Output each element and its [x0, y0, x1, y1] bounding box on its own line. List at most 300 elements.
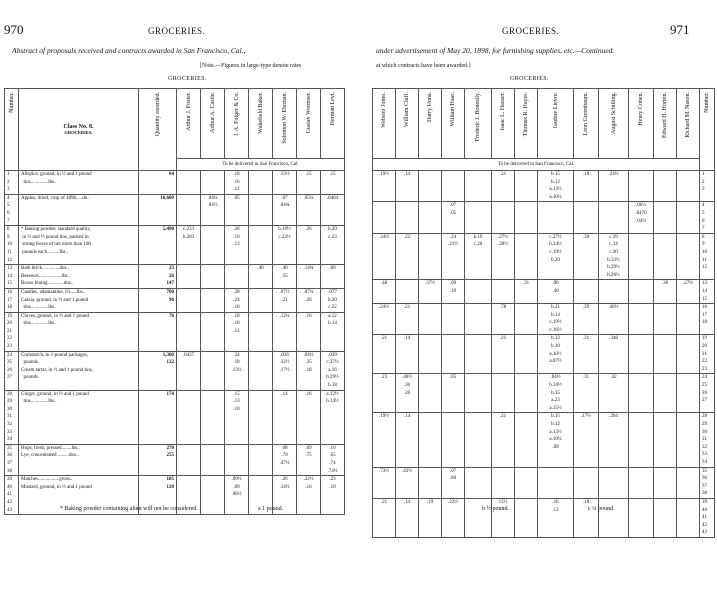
table-row [373, 202, 715, 233]
bid-cell: .18 .16 .12 [225, 171, 249, 195]
bid-cell: .04½ b.34½ b.15 a.23 a.15½ [538, 374, 574, 413]
bid-cell [492, 280, 515, 304]
bidder-header: August Schilling. [599, 89, 629, 159]
bid-cell: b.19 c.20 [465, 233, 492, 280]
bid-cell: .12¼ [273, 312, 297, 351]
bid-cell: .04½ .35 .18 [297, 351, 321, 390]
bid-cell: b.21 b.14 c.19½ c.16½ [538, 304, 574, 335]
bid-cell [492, 202, 515, 233]
bid-cell [515, 171, 538, 202]
bidder-header: Frederic J. Bonestly. [465, 89, 492, 159]
table-row [5, 444, 345, 475]
bid-cell [515, 413, 538, 467]
row-numbers: 24 25 26 27 [700, 374, 715, 413]
header-class: Class No. 8. GROCERIES. [19, 89, 139, 171]
subtitle-left: Abstract of proposals received and contracts awarded in San Francisco, Cal., [12, 46, 246, 55]
bid-cell: .21 [492, 413, 515, 467]
bid-cell [201, 312, 225, 351]
bid-cell: .42 [599, 374, 629, 413]
bidder-header: Webster Jones. [373, 89, 396, 159]
table-row [5, 312, 345, 351]
bid-cell [629, 498, 654, 537]
bid-cell: .69 .10 [442, 280, 465, 304]
right-page [362, 0, 717, 600]
footnote2-right: c ¼ pound. [588, 506, 615, 512]
bid-cell: .0437 [177, 351, 201, 390]
bid-cell: .348 [599, 335, 629, 374]
item-description: Hops, fresh, pressed........lbs.. Lye, concentrated .........doz.. [19, 444, 139, 475]
bid-cell: .05 [225, 194, 249, 225]
bid-cell: .10 .65 .74 .74½ [321, 444, 345, 475]
bid-cell: .05 [442, 374, 465, 413]
table-row [5, 194, 345, 225]
delivered-label: To be delivered in San Francisco, Cal. [373, 159, 700, 171]
bid-cell [629, 280, 654, 304]
table-row [5, 226, 345, 265]
item-description: Bath brick..............doz.. Beeswax..................lbs.. Boxes bluing.............doz.. [19, 265, 139, 289]
bid-cell [515, 498, 538, 537]
table-row [373, 467, 715, 498]
bid-cell: .04¼ .04½ [201, 194, 225, 225]
row-numbers: 24 25 26 27 [5, 351, 19, 390]
bid-cell: .14¾ [297, 265, 321, 289]
footnote-left: * Baking powder containing alum will not be considered. [60, 506, 198, 512]
bid-cell [574, 467, 599, 498]
bid-cell [599, 498, 629, 537]
bid-cell: b.15 b.12 a.13½ a.10¼ .09 [538, 413, 574, 467]
bid-cell: .18 [574, 171, 599, 202]
bid-cell [654, 413, 677, 467]
section-left: GROCERIES. [168, 76, 207, 82]
bid-cell: a.12½ b.14½ [321, 390, 345, 444]
item-description: Candles, adamantine, 6's.....lbs.. Cassia, ground, in ½ and 1 pound tins..............lbs.. [19, 288, 139, 312]
row-numbers: 28 29 30 31 32 33 34 [5, 390, 19, 444]
bid-cell [654, 498, 677, 537]
bid-cell [177, 444, 201, 475]
bid-cell: .13½ [273, 171, 297, 195]
page-number-left: 970 [4, 22, 24, 37]
bid-cell: b.12 b.10 a.10½ a.07½ [538, 335, 574, 374]
bid-cell [629, 171, 654, 202]
bid-cell [677, 335, 700, 374]
bid-cell: .28 .16 .13 [225, 226, 249, 265]
bid-cell [654, 374, 677, 413]
bidder-header: Gustav Wormser. [297, 89, 321, 159]
bidder-header: Edward H. Horton. [654, 89, 677, 159]
bid-cell: .28 .24 .16 [225, 288, 249, 312]
bid-cell [177, 390, 201, 444]
bid-cell: .077 b.20 c.22 [321, 288, 345, 312]
bid-cell: .43½ [396, 467, 419, 498]
quantity-awarded: 16,600 [139, 194, 177, 225]
bid-cell: .19 [419, 498, 442, 537]
bid-cell [225, 444, 249, 475]
row-numbers: 8 9 10 11 12 [700, 233, 715, 280]
bid-cell: .31 [515, 280, 538, 304]
row-numbers: 13 14 15 [700, 280, 715, 304]
bid-cell [249, 351, 273, 390]
bid-cell [677, 374, 700, 413]
bid-cell [177, 194, 201, 225]
bid-cell [677, 498, 700, 537]
bid-cell [465, 335, 492, 374]
note-left: [Note.—Figures in large-type denote rates [200, 63, 302, 69]
bid-cell [465, 202, 492, 233]
bid-cell: .40 [249, 265, 273, 289]
bid-cell: .30 [574, 233, 599, 280]
bid-cell: .294 [599, 413, 629, 467]
bid-cell [465, 467, 492, 498]
table-row [373, 233, 715, 280]
bid-cell: .22½ .16 [297, 476, 321, 515]
bid-cell: .26 .14½ [273, 476, 297, 515]
item-description: Cloves, ground, in ½ and 1 pound tins..............lbs.. [19, 312, 139, 351]
quantity-awarded: 84 [139, 171, 177, 195]
bid-cell [419, 171, 442, 202]
bidder-header: Wakefield Baker. [249, 89, 273, 159]
bid-cell [629, 413, 654, 467]
bid-cell [465, 413, 492, 467]
bidder-header: Isadore Lievre. [538, 89, 574, 159]
bid-cell: .30 [654, 280, 677, 304]
header-number: Number. [5, 89, 19, 171]
left-page [0, 0, 358, 600]
table-row [373, 498, 715, 537]
bid-cell: .22 [396, 233, 419, 280]
bidder-header: Henry Cohen. [629, 89, 654, 159]
bid-cell [515, 467, 538, 498]
bid-cell: .40½ .30 .20 [396, 374, 419, 413]
bid-cell: .17½ [574, 413, 599, 467]
bid-cell [515, 335, 538, 374]
bid-cell [201, 476, 225, 515]
bidder-header: William Haas. [442, 89, 465, 159]
bidder-header: Harry Unna. [419, 89, 442, 159]
bid-cell [177, 288, 201, 312]
bidder-header: Isaac L. Hauser. [492, 89, 515, 159]
row-numbers: 1 2 3 [5, 171, 19, 195]
bid-cell: .27½ [677, 280, 700, 304]
row-numbers: 8 9 10 11 12 [5, 226, 19, 265]
bid-cell [629, 233, 654, 280]
bid-cell [249, 194, 273, 225]
bidder-header: Arthur J. Foster. [177, 89, 201, 159]
bid-cell [654, 467, 677, 498]
bid-cell [654, 233, 677, 280]
bid-cell [201, 288, 225, 312]
bid-cell [654, 171, 677, 202]
bid-cell [442, 304, 465, 335]
bid-cell: .27½ .28½ [492, 233, 515, 280]
bid-cell [492, 467, 515, 498]
bid-cell: .039 c.27½ a.16 b.29½ b.18 [321, 351, 345, 390]
bid-cell: .18 .12 [538, 498, 574, 537]
bid-cell [599, 467, 629, 498]
table-row [5, 288, 345, 312]
row-numbers: 19 20 21 22 23 [5, 312, 19, 351]
bid-cell: .15 [297, 171, 321, 195]
bid-cell [225, 265, 249, 289]
bid-cell [201, 265, 225, 289]
bid-cell: .15 .13 .10 [225, 390, 249, 444]
footnote2-left: a 1 pound. [258, 506, 284, 512]
bid-cell [249, 171, 273, 195]
table-row [5, 171, 345, 195]
bid-cell [177, 312, 201, 351]
bid-cell [538, 202, 574, 233]
bid-cell: .26 [297, 226, 321, 265]
bid-cell: a.12 b.14 [321, 312, 345, 351]
header-quantity: Quantity awarded. [139, 89, 177, 171]
bid-cell: .46½ [599, 304, 629, 335]
item-description: Cornstarch, in 1-pound packages, pounds Cream tartar, in ½ and 1 pound tins, pounds [19, 351, 139, 390]
bid-cell [419, 413, 442, 467]
bid-cell [465, 304, 492, 335]
bid-cell [201, 351, 225, 390]
table-row [5, 265, 345, 289]
quantity-awarded: 76 [139, 312, 177, 351]
bidder-header: William Cluff. [396, 89, 419, 159]
bid-cell: .07½ .21 [273, 288, 297, 312]
footnote-right: b ½ pound. [482, 506, 509, 512]
bid-cell: .16 [297, 390, 321, 444]
running-head-left: GROCERIES. [148, 26, 206, 36]
bid-cell: .29 [574, 304, 599, 335]
row-numbers: 35 36 37 38 [5, 444, 19, 475]
bid-cell: b.15 b.12 a.13½ a.10¼ [538, 171, 574, 202]
bid-cell [629, 335, 654, 374]
table-row [373, 413, 715, 467]
bidder-header: Herman Levi. [321, 89, 345, 159]
bid-cell: .0464 [321, 194, 345, 225]
bid-cell [677, 413, 700, 467]
bid-cell [677, 171, 700, 202]
bid-cell: .73½ [373, 467, 396, 498]
page-number-right: 971 [670, 22, 690, 37]
bid-cell [654, 304, 677, 335]
section-right: GROCERIES. [510, 76, 549, 82]
bid-cell: .37½ [419, 280, 442, 304]
quantity-awarded: 5,490 [139, 226, 177, 265]
bid-cell [249, 226, 273, 265]
bid-cell [249, 288, 273, 312]
row-numbers: 4 5 6 7 [5, 194, 19, 225]
quantity-awarded: 700 96 [139, 288, 177, 312]
bid-cell: .24 .21½ [442, 233, 465, 280]
table-row [373, 335, 715, 374]
item-description: Matches.................gross.. Mustard, ground, in ½ and 1 pound [19, 476, 139, 515]
bid-cell: .21 [492, 171, 515, 202]
bid-cell: .24½ [599, 171, 629, 202]
row-numbers: 39 40 41 42 43 [700, 498, 715, 537]
bid-cell [465, 374, 492, 413]
bid-cell [419, 202, 442, 233]
bid-cell [677, 202, 700, 233]
bid-cell: .34½ [373, 233, 396, 280]
bid-cell [599, 280, 629, 304]
bidder-header: Leon Greenbaum. [574, 89, 599, 159]
delivered-label: To be delivered in San Francisco, Cal. [177, 159, 345, 171]
bid-cell: .48 [373, 280, 396, 304]
bid-cell: .14 [396, 171, 419, 202]
bid-cell [419, 335, 442, 374]
bid-cell [599, 202, 629, 233]
bid-cell [465, 171, 492, 202]
bid-cell: .21 [373, 498, 396, 537]
bid-cell: .07 .80 [442, 467, 465, 498]
bid-cell: .14 [396, 335, 419, 374]
bid-cell [515, 202, 538, 233]
row-numbers: 19 20 21 22 23 [700, 335, 715, 374]
bid-cell: .31 [574, 374, 599, 413]
bid-cell: .09½ .09 .06½ [225, 476, 249, 515]
quantity-awarded: 23 26 147 [139, 265, 177, 289]
bid-cell: 12½ [492, 498, 515, 537]
bid-cell: .07 .05 [442, 202, 465, 233]
row-numbers: 35 36 37 38 [700, 467, 715, 498]
table-row [5, 390, 345, 444]
bid-cell [629, 304, 654, 335]
bid-cell: .90 .40 [538, 280, 574, 304]
running-head-right: GROCERIES. [502, 26, 560, 36]
bid-cell [515, 304, 538, 335]
quantity-awarded: 1,300 122 [139, 351, 177, 390]
bid-cell: b.19½ c.22½ [273, 226, 297, 265]
table-left [4, 88, 345, 515]
bid-cell: .21 [574, 335, 599, 374]
bid-cell [249, 390, 273, 444]
row-numbers: 28 29 30 31 32 33 34 [700, 413, 715, 467]
note-right: at which contracts have been awarded.] [376, 63, 471, 69]
bidder-header: Arthur A. Castle. [201, 89, 225, 159]
bid-cell [654, 335, 677, 374]
row-numbers: 4 5 6 7 [700, 202, 715, 233]
bid-cell [419, 374, 442, 413]
bid-cell: .21 [396, 304, 419, 335]
bid-cell: .15 [321, 171, 345, 195]
bid-cell: .06½ .0470 .04½ [629, 202, 654, 233]
bid-cell: .08 .70 .47½ [273, 444, 297, 475]
table-row [5, 351, 345, 390]
bid-cell [574, 202, 599, 233]
bid-cell [654, 202, 677, 233]
bid-cell [177, 265, 201, 289]
bid-cell [465, 498, 492, 537]
bid-cell [396, 280, 419, 304]
bid-cell: c.27½ b.24½ c.19½ b.20 [538, 233, 574, 280]
bid-cell: .036 .32½ .17½ [273, 351, 297, 390]
bid-cell [492, 374, 515, 413]
bid-cell [419, 467, 442, 498]
bid-cell [442, 335, 465, 374]
bid-cell: .24 .18 .13½ [225, 351, 249, 390]
item-description: Allspice, ground, in ½ and 1 pound tins..............lbs.. [19, 171, 139, 195]
subtitle-right: under advertisement of May 20, 1898, for furnishing supplies, etc.—Continued. [376, 46, 615, 55]
bid-cell [201, 226, 225, 265]
item-description: Ginger, ground, in ½ and 1 pound tins..............lbs.. [19, 390, 139, 444]
bid-cell: .23 [373, 374, 396, 413]
bid-cell [177, 171, 201, 195]
bid-cell: .14 [396, 498, 419, 537]
bid-cell [442, 413, 465, 467]
table-row [373, 280, 715, 304]
bid-cell [419, 233, 442, 280]
bid-cell [419, 304, 442, 335]
bid-cell: .78 [492, 304, 515, 335]
bid-cell: .19½ [373, 413, 396, 467]
bid-cell [677, 467, 700, 498]
bid-cell [515, 233, 538, 280]
table-row [373, 171, 715, 202]
bid-cell [629, 374, 654, 413]
quantity-awarded: 174 [139, 390, 177, 444]
item-description: * Baking powder, standard quality, in ½ and ½ pound tins, packed in strong boxes of not more than 100 pounds each .........lbs.. [19, 226, 139, 265]
row-numbers: 13 14 15 [5, 265, 19, 289]
bid-cell: c.233 b.203 [177, 226, 201, 265]
bid-cell: .19½ [373, 171, 396, 202]
table-row [373, 304, 715, 335]
table-right [372, 88, 715, 538]
bid-cell [465, 280, 492, 304]
bid-cell [201, 390, 225, 444]
bid-cell: .09 .75 [297, 444, 321, 475]
bid-cell [629, 467, 654, 498]
bid-cell [201, 444, 225, 475]
bid-cell: .23 .10 [321, 476, 345, 515]
bid-cell: .07¼ .26 [297, 288, 321, 312]
bid-cell [373, 202, 396, 233]
bid-cell: .14 [396, 413, 419, 467]
quantity-awarded: 185 120 [139, 476, 177, 515]
bid-cell: .18 [574, 498, 599, 537]
bid-cell [249, 444, 273, 475]
bid-cell: .16 [297, 312, 321, 351]
bid-cell: .21 [373, 335, 396, 374]
bid-cell: .24½ [373, 304, 396, 335]
table-row [373, 374, 715, 413]
bid-cell: .07 .04¾ [273, 194, 297, 225]
bid-cell [677, 304, 700, 335]
bid-cell: .05¼ [297, 194, 321, 225]
bid-cell: .60 [321, 265, 345, 289]
bidder-header: Solomon W. Ehrman. [273, 89, 297, 159]
bid-cell [249, 312, 273, 351]
bid-cell: c.39 c.34 c.30 b.33½ b.29½ b.26½ [599, 233, 629, 280]
row-numbers: 16 17 18 [700, 304, 715, 335]
bid-cell: .21 [492, 335, 515, 374]
bid-cell [574, 280, 599, 304]
bid-cell: .40 .55 [273, 265, 297, 289]
bid-cell [396, 202, 419, 233]
bidder-header: Thomas R. Hayes. [515, 89, 538, 159]
bid-cell [442, 171, 465, 202]
header-number-right: Number. [700, 89, 715, 171]
bid-cell [201, 171, 225, 195]
bidder-header: J. A. Folger & Co. [225, 89, 249, 159]
bid-cell: b.20 c.23 [321, 226, 345, 265]
bid-cell [515, 374, 538, 413]
bid-cell: .18 .16 .12 [225, 312, 249, 351]
row-numbers: 1 2 3 [700, 171, 715, 202]
item-description: Apples, dried, crop of 1898.....do.. [19, 194, 139, 225]
bid-cell [538, 467, 574, 498]
bid-cell: .22½ [442, 498, 465, 537]
row-numbers: 16 17 18 [5, 288, 19, 312]
bid-cell [677, 233, 700, 280]
bidder-header: Richard M. Nason. [677, 89, 700, 159]
quantity-awarded: 270 255 [139, 444, 177, 475]
row-numbers: 39 40 41 42 43 [5, 476, 19, 515]
